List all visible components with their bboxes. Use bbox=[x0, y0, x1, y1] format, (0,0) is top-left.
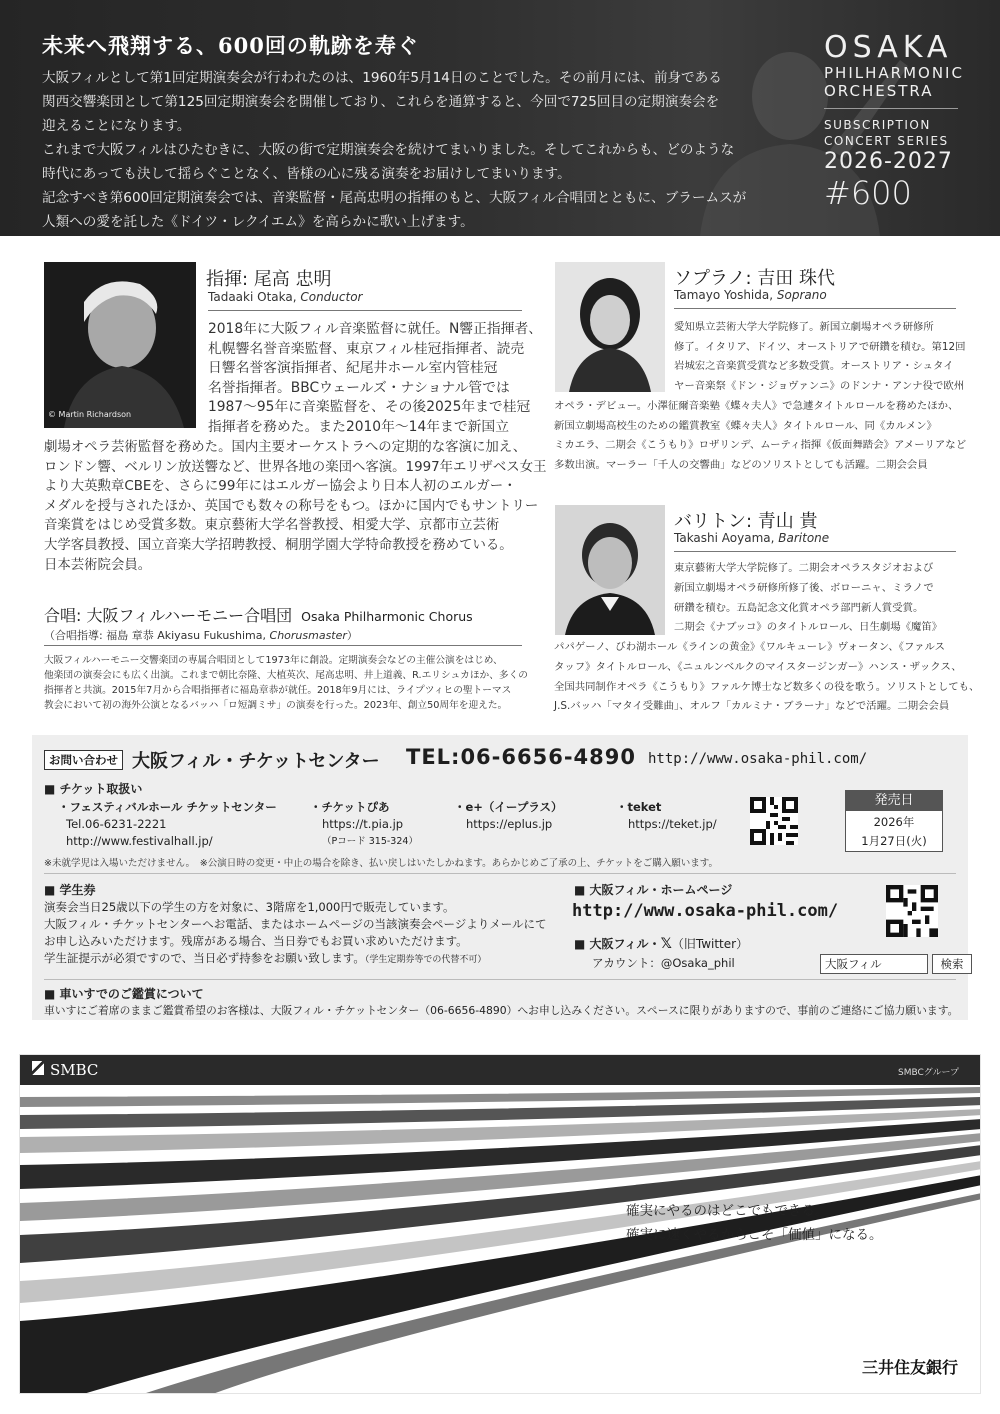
bio-line: ロンドン響、ベルリン放送響など、世界各地の楽団へ客演。1997年エリザベス女王 bbox=[44, 459, 547, 475]
baritone-role-en: Baritone bbox=[778, 531, 830, 545]
student-last-note: （学生定期券等での代替不可） bbox=[364, 955, 487, 965]
baritone-portrait-image bbox=[555, 505, 665, 635]
bio-line: 名誉指揮者。BBCウェールズ・ナショナル管では bbox=[208, 379, 510, 396]
homepage-qr-code[interactable] bbox=[886, 885, 938, 937]
bio-line: 音楽賞をはじめ受賞多数。東京藝術大学名誉教授、相愛大学、京都市立芸術 bbox=[44, 518, 500, 534]
bio-line: オペラ・デビュー。小澤征爾音楽塾《蝶々夫人》で急遽タイトルロールを務めたほか、 bbox=[554, 400, 959, 412]
soprano-bio-right bbox=[674, 318, 965, 396]
baritone-divider bbox=[674, 551, 956, 552]
soprano-role-en: Soprano bbox=[776, 288, 827, 302]
baritone-name: バリトン: 青山 貴 bbox=[674, 511, 818, 532]
vendor-pia bbox=[310, 799, 418, 850]
header-band bbox=[0, 0, 1000, 236]
header-line: 記念すべき第600回定期演奏会では、音楽監督・尾高忠明の指揮のもと、大阪フィル合唱団とともに、ブラームスが bbox=[42, 190, 747, 206]
soprano-divider bbox=[674, 308, 956, 309]
bio-line: J.S.バッハ「マタイ受難曲」、オルフ「カルミナ・ブラーナ」などで活躍。二期会会員 bbox=[554, 700, 950, 713]
vendor-teket bbox=[616, 799, 717, 833]
student-line-last bbox=[44, 950, 547, 969]
brand-philharmonic: PHILHARMONIC bbox=[824, 64, 964, 82]
bio-line: 日本芸術院会員。 bbox=[44, 557, 152, 573]
bio-line: 指揮者と共演。2015年7月から合唱指揮者に福島章恭が就任。2018年9月には、ライプツィヒの聖トーマス bbox=[44, 685, 512, 696]
baritone-name-en bbox=[674, 531, 829, 545]
conductor-portrait-image bbox=[44, 262, 196, 428]
brand-number: #600 bbox=[824, 174, 912, 212]
smbc-logo bbox=[32, 1061, 98, 1079]
teket-qr-code[interactable] bbox=[750, 797, 798, 845]
conductor-bio-right bbox=[208, 320, 542, 438]
header-line: 時代にあっても決して揺らぐことなく、皆様の心に残る演奏をお届けしてまいります。 bbox=[42, 166, 571, 182]
wheelchair-text: 車いすにご着席のままご鑑賞希望のお客様は、大阪フィル・チケットセンター（06-6656-4890）へお申し込みください。スペースに限りがありますので、事前のご連絡にご協力願います。 bbox=[44, 1004, 959, 1017]
release-date-day: 1月27日(火) bbox=[861, 834, 927, 848]
bio-line: 指揮者を務めた。また2010年〜14年まで新国立 bbox=[208, 418, 510, 435]
ad-copy bbox=[626, 1199, 883, 1247]
brand-osaka: OSAKA bbox=[824, 30, 953, 65]
bio-line: 新国立劇場オペラ研修所修了後、ボローニャ、ミラノで bbox=[674, 581, 934, 594]
baritone-bio-full bbox=[554, 638, 979, 717]
bio-line: 全国共同制作オペラ《こうもり》ファルケ博士など数多くの役を歌う。ソリストとしても、 bbox=[554, 680, 980, 693]
x-heading bbox=[574, 935, 748, 952]
ad-copy-line-2: 確実に速くやるからこそ「価値」になる。 bbox=[626, 1227, 883, 1243]
soprano-bio-full bbox=[554, 397, 966, 475]
release-date-box bbox=[845, 790, 943, 852]
bio-line: パパゲーノ、びわ湖ホール《ラインの黄金》《ワルキューレ》ヴォータン、《ファルス bbox=[554, 641, 945, 653]
brand-series-2: CONCERT SERIES bbox=[824, 134, 949, 148]
x-heading-text: ■ 大阪フィル・ bbox=[574, 937, 661, 951]
homepage-heading: ■ 大阪フィル・ホームページ bbox=[574, 883, 733, 897]
bio-line: ヤー音楽祭《ドン・ジョヴァンニ》のドンナ・アンナ役で欧州 bbox=[674, 379, 965, 392]
conductor-name-en-text: Tadaaki Otaka, bbox=[208, 290, 297, 304]
bio-line: 東京藝術大学大学院修了。二期会オペラスタジオおよび bbox=[674, 562, 934, 574]
bio-line: ミカエラ、二期会《こうもり》ロザリンデ、ムーティ指揮《仮面舞踏会》アメーリアなど bbox=[554, 439, 967, 452]
bio-line: 修了。イタリア、ドイツ、オーストリアで研鑽を積む。第12回 bbox=[674, 340, 966, 353]
bio-line: より大英勲章CBEを、さらに99年にはエルガー協会より日本人初のエルガー・ bbox=[44, 479, 517, 495]
baritone-photo bbox=[555, 505, 665, 635]
soprano-photo bbox=[555, 262, 665, 392]
vendor-festivalhall bbox=[58, 799, 277, 850]
bio-line: 日響名誉客演指揮者、紀尾井ホール室内管桂冠 bbox=[208, 360, 498, 377]
bio-line: タッフ》タイトルロール、《ニュルンベルクのマイスタージンガー》ハンス・ザックス、 bbox=[554, 660, 962, 673]
brand-season: 2026-2027 bbox=[824, 149, 953, 174]
conductor-name: 指揮: 尾高 忠明 bbox=[206, 269, 332, 290]
brand-series-1: SUBSCRIPTION bbox=[824, 118, 931, 132]
student-line: 演奏会当日25歳以下の学生の方を対象に、3階席を1,000円で販売しています。 bbox=[44, 900, 455, 914]
student-line: お申し込みいただけます。残席がある場合、当日券でもお買い求めいただけます。 bbox=[44, 934, 468, 948]
info-panel bbox=[32, 735, 968, 1020]
brand-orchestra: ORCHESTRA bbox=[824, 82, 934, 100]
student-text bbox=[44, 899, 547, 969]
wheelchair-heading: ■ 車いすでのご鑑賞について bbox=[44, 987, 204, 1001]
bio-line: 愛知県立芸術大学大学院修了。新国立劇場オペラ研修所 bbox=[674, 321, 934, 333]
vendor-url[interactable]: http://www.festivalhall.jp/ bbox=[66, 834, 213, 848]
release-label: 発売日 bbox=[846, 791, 942, 811]
conductor-bio-full bbox=[44, 438, 546, 575]
chorus-bio bbox=[44, 653, 528, 713]
bio-line: 大学客員教授、国立音楽大学招聘教授、桐朋学園大学特命教授を務めている。 bbox=[44, 537, 513, 553]
chorus-master bbox=[44, 627, 358, 643]
student-heading: ■ 学生券 bbox=[44, 883, 96, 897]
qr-code-icon bbox=[886, 885, 938, 937]
soprano-name-en-text: Tamayo Yoshida, bbox=[674, 288, 774, 302]
ad-top-bar bbox=[20, 1055, 981, 1085]
header-line: これまで大阪フィルはひたむきに、大阪の街で定期演奏会を続けてまいりました。そしてこれからも、どのような bbox=[42, 142, 735, 158]
chorus-title-en: Osaka Philharmonic Chorus bbox=[301, 609, 473, 624]
search-field[interactable]: 大阪フィル bbox=[820, 954, 928, 974]
bio-line: 大阪フィルハーモニー交響楽団の専属合唱団として1973年に創設。定期演奏会などの主催公演をはじめ、 bbox=[44, 655, 503, 666]
smbc-group-label: SMBCグループ bbox=[898, 1068, 960, 1078]
brand-divider bbox=[824, 108, 958, 109]
tickets-heading: ■ チケット取扱い bbox=[44, 782, 143, 796]
chorus-master-role: Chorusmaster bbox=[269, 629, 347, 642]
header-paragraph bbox=[42, 66, 762, 234]
smbc-logo-text: SMBC bbox=[50, 1061, 99, 1079]
info-divider bbox=[44, 979, 956, 980]
baritone-bio-right bbox=[674, 559, 942, 638]
chorus-title bbox=[44, 603, 473, 626]
baritone-name-en-text: Takashi Aoyama, bbox=[674, 531, 775, 545]
header-title: 未来へ飛翔する、600回の軌跡を寿ぐ bbox=[42, 33, 419, 58]
vendor-name: ・フェスティバルホール チケットセンター bbox=[58, 800, 277, 814]
photo-credit: © Martin Richardson bbox=[48, 410, 132, 419]
bio-line: 二期会《ナブッコ》のタイトルロール、日生劇場《魔笛》 bbox=[674, 621, 943, 634]
vendor-url[interactable]: https://teket.jp/ bbox=[628, 817, 717, 831]
info-divider bbox=[44, 873, 956, 874]
chorus-divider bbox=[44, 645, 522, 646]
bio-line: 1987〜95年に音楽監督を、その後2025年まで桂冠 bbox=[208, 399, 531, 416]
ad-copy-line-1: 確実にやるのはどこでもできる。 bbox=[626, 1203, 829, 1219]
contact-center: 大阪フィル・チケットセンター bbox=[132, 751, 380, 772]
header-line: 人類への愛を託した《ドイツ・レクイエム》を高らかに歌い上げます。 bbox=[42, 214, 474, 230]
bio-line: 劇場オペラ芸術監督を務めた。国内主要オーケストラへの定期的な客演に加え、 bbox=[44, 440, 527, 455]
bio-line: 新国立劇場高校生のための鑑賞教室《蝶々夫人》タイトルロール、同《カルメン》 bbox=[554, 419, 937, 432]
bank-name: 三井住友銀行 bbox=[862, 1358, 959, 1377]
conductor-photo bbox=[44, 262, 196, 428]
homepage-url[interactable]: http://www.osaka-phil.com/ bbox=[572, 901, 839, 921]
vendor-name: ・teket bbox=[616, 800, 662, 814]
conductor-divider bbox=[208, 310, 522, 311]
chorus-master-name: （合唱指導: 福島 章恭 Akiyasu Fukushima, bbox=[44, 629, 267, 642]
bio-line: 教会において初の海外公演となるバッハ「ロ短調ミサ」の演奏を行った。2023年、創立50周年を迎えた。 bbox=[44, 700, 508, 711]
bio-line: 2018年に大阪フィル音楽監督に就任。N響正指揮者、 bbox=[208, 321, 543, 337]
contact-badge: お問い合わせ bbox=[44, 750, 123, 770]
release-date-year: 2026年 bbox=[873, 815, 915, 829]
smbc-logo-icon bbox=[32, 1061, 44, 1075]
student-line: 大阪フィル・チケットセンターへお電話、またはホームページの当該演奏会ページよりメールにて bbox=[44, 917, 547, 931]
header-line: 迎えることになります。 bbox=[42, 118, 191, 134]
contact-tel[interactable]: TEL:06-6656-4890 bbox=[406, 745, 636, 769]
x-old-name: （旧Twitter） bbox=[671, 937, 749, 951]
search-button[interactable]: 検索 bbox=[932, 954, 972, 974]
soprano-portrait-image bbox=[555, 262, 665, 392]
x-logo-icon: 𝕏 bbox=[660, 936, 672, 952]
vendor-name: ・e+（イープラス） bbox=[454, 800, 563, 814]
x-account[interactable]: アカウント：@Osaka_phil bbox=[592, 956, 735, 970]
student-last-text: 学生証提示が必須ですので、当日必ず持参をお願い致します。 bbox=[44, 951, 365, 965]
vendor-url[interactable]: https://t.pia.jp bbox=[322, 817, 404, 831]
orchestra-brand bbox=[824, 32, 964, 211]
bio-line: 研鑽を積む。五島記念文化賞オペラ部門新人賞受賞。 bbox=[674, 601, 924, 614]
vendor-tel: Tel.06-6231-2221 bbox=[66, 817, 167, 831]
bio-line: 岩城宏之音楽賞受賞など多数受賞。オーストリア・シュタイ bbox=[674, 360, 954, 373]
conductor-name-en bbox=[208, 290, 363, 304]
bio-line: 多数出演。マーラー「千人の交響曲」などのソリストとしても活躍。二期会会員 bbox=[554, 458, 928, 471]
conductor-role-en: Conductor bbox=[300, 290, 363, 304]
tickets-note: ※未就学児は入場いただけません。 ※公演日時の変更・中止の場合を除き、払い戻しはいたしかねます。あらかじめご了承の上、チケットをご購入願います。 bbox=[44, 858, 718, 869]
vendor-url[interactable]: https://eplus.jp bbox=[466, 817, 553, 831]
soprano-name: ソプラノ: 吉田 珠代 bbox=[674, 268, 835, 289]
bio-line: 他楽団の演奏会にも広く出演。これまで朝比奈隆、大植英次、尾高忠明、井上道義、R.エリシュカほか、多くの bbox=[44, 670, 528, 681]
contact-url[interactable]: http://www.osaka-phil.com/ bbox=[648, 751, 868, 767]
chorus-master-close: ） bbox=[346, 629, 358, 642]
smbc-advertisement bbox=[19, 1054, 981, 1394]
header-line: 大阪フィルとして第1回定期演奏会が行われたのは、1960年5月14日のことでした。その前月には、前身である bbox=[42, 70, 722, 86]
bio-line: メダルを授与されたほか、英国でも数々の称号をもつ。ほかに国内でもサントリー bbox=[44, 498, 539, 514]
qr-code-icon bbox=[750, 797, 798, 845]
vendor-name: ・チケットぴあ bbox=[310, 800, 390, 814]
bio-line: 札幌響名誉音楽監督、東京フィル桂冠指揮者、読売 bbox=[208, 340, 525, 357]
header-line: 関西交響楽団として第125回定期演奏会を開催しており、これらを通算すると、今回で725回目の定期演奏会を bbox=[42, 94, 720, 110]
chorus-title-ja: 合唱: 大阪フィルハーモニー合唱団 bbox=[44, 606, 293, 625]
vendor-eplus bbox=[454, 799, 563, 833]
soprano-name-en bbox=[674, 288, 827, 302]
vendor-pcode: （Pコード 315-324） bbox=[322, 836, 418, 847]
